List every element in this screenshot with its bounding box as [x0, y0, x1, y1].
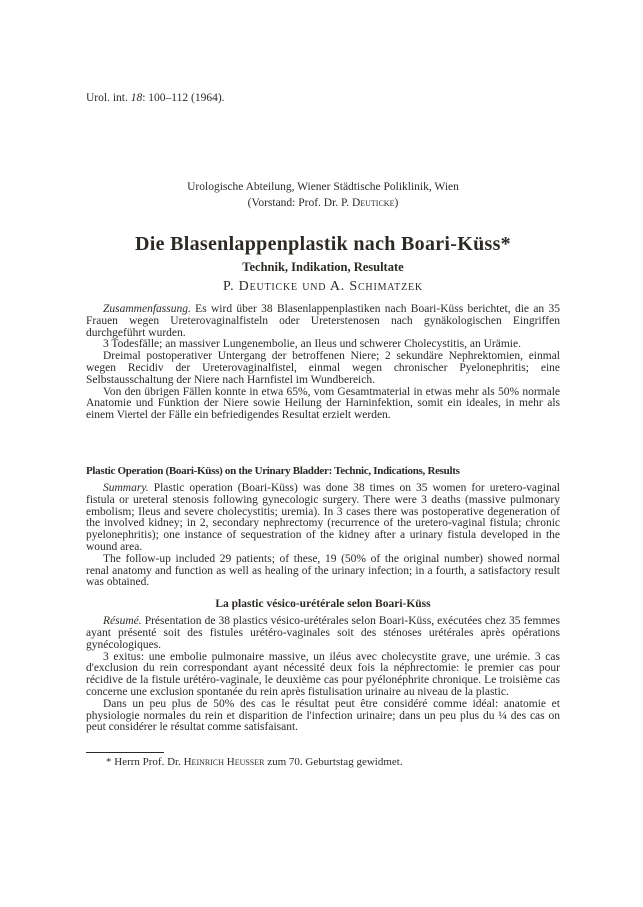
- section-heading-french: La plastic vésico-urétérale selon Boari-Küss: [215, 598, 431, 611]
- section-heading-english: Plastic Operation (Boari-Küss) on the Urinary Bladder: Technic, Indications, Results: [86, 464, 460, 477]
- abstract-french-lead: Résumé.: [103, 615, 142, 628]
- affiliation-director-suffix: ): [394, 196, 399, 209]
- abstract-english-lead: Summary.: [103, 481, 149, 494]
- authors-line: P. Deuticke und A. Schimatzek: [223, 279, 423, 294]
- abstract-german-p1-text: Es wird über 38 Blasenlappenplastiken nach Boari-Küss berichtet, die an 35 Frauen wegen Ureterovaginalfisteln oder Ureterstenosen nach gynäkologischen Eingriffen durchgeführt wurden.: [86, 303, 560, 339]
- abstract-french-paragraph-3: Dans un peu plus de 50% des cas le résultat peut être considéré comme idéal: anatomie et physiologie normales du rein et disparition de l'infection urinaire; dans un peu plus du ¼ des cas on peut considérer le résultat comme satisfaisant.: [86, 697, 560, 734]
- abstract-german-lead: Zusammenfassung.: [103, 303, 191, 315]
- abstract-german-paragraph-3: Dreimal postoperativer Untergang der betroffenen Niere; 2 sekundäre Nephrektomien, einmal wegen Recidiv der Ureterovaginalfistel, einmal wegen chronischer Pyelonephritis; eine Selbstausschaltung der Niere nach Harnfistel im Wundbereich.: [86, 350, 560, 386]
- affiliation-director-name: Deuticke: [351, 196, 395, 209]
- abstract-english-p1-text: Plastic operation (Boari-Küss) was done 38 times on 35 women for uretero-vaginal fistula or ureteral stenosis following gynecologic surgery. There were 3 deaths (massive pulmonary embolism; Ileus and severe cholecystitis; uremia). In 3 cases there was postoperative degeneration of the involved kidney; in 2, secondary nephrectomy (recurrence of the uretero-vaginal fistula; chronic pyelonephritis); one instance of sequestration of the kidney after a urinary fistula developed in the wound area.: [86, 481, 560, 553]
- affiliation-director: [86, 196, 560, 212]
- journal-ref-prefix: Urol. int.: [86, 92, 131, 104]
- abstract-german-paragraph-2: 3 Todesfälle; an massiver Lungenembolie, an Ileus und schwerer Cholecystitis, an Urämie.: [103, 338, 521, 351]
- footnote-suffix: zum 70. Geburtstag gewidmet.: [264, 756, 403, 769]
- journal-volume-number: 18: [130, 92, 143, 104]
- article-title: Die Blasenlappenplastik nach Boari-Küss*: [135, 233, 511, 255]
- abstract-french-paragraph-2: 3 exitus: une embolie pulmonaire massive, un iléus avec cholecystite grave, une urémie. 3 cas d'exclusion du rein correspondant ayant nécessité deux fois la néphrectomie: le premier cas pour récidive de la fistule urétéro-vaginale, le deuxième cas pour pyélonéphrite chronique. Le troisième cas concerne une exclusion spontanée du rein après fistulisation urinaire au niveau de la plastic.: [86, 650, 560, 698]
- footnote-block: [86, 752, 560, 769]
- footnote-dedicatee-name: Heinrich Heusser: [183, 756, 265, 769]
- abstract-french-p1-text: Présentation de 38 plastics vésico-urétérales selon Boari-Küss, exécutées chez 35 femmes ayant présenté soit des fistules urétéro-vaginales soit des sténoses urétérales après opérations gynécologiques.: [86, 615, 560, 651]
- journal-ref-pages: : 100–112 (1964).: [142, 92, 225, 104]
- abstract-french: [86, 616, 560, 734]
- abstract-english-paragraph-2: The follow-up included 29 patients; of these, 19 (50% of the original number) showed normal renal anatomy and function as well as healing of the urinary infection; in a fourth, a satisfactory result was obtained.: [86, 552, 560, 589]
- abstract-english-paragraph-1: [86, 483, 560, 554]
- footnote-separator-rule: [86, 752, 164, 753]
- footnote-dedication: [86, 755, 560, 769]
- abstract-german-paragraph-4: Von den übrigen Fällen konnte in etwa 65%, vom Gesamtmaterial in etwas mehr als 50% normale Anatomie und Funktion der Niere sowie Heilung der Harninfektion, somit ein ideales, in mehr als einem Viertel der Fälle ein befriedigendes Resultat erzielt werden.: [86, 385, 560, 422]
- journal-reference: [86, 92, 560, 105]
- footnote-prefix: * Herrn Prof. Dr.: [106, 756, 184, 769]
- abstract-german: [86, 304, 560, 422]
- abstract-french-paragraph-1: [86, 616, 560, 651]
- affiliation-institution: Urologische Abteilung, Wiener Städtische Poliklinik, Wien: [187, 181, 459, 193]
- affiliation-block: [86, 180, 560, 211]
- article-subtitle: Technik, Indikation, Resultate: [242, 260, 404, 274]
- abstract-english: [86, 483, 560, 589]
- affiliation-director-prefix: (Vorstand: Prof. Dr. P.: [247, 196, 352, 209]
- abstract-german-paragraph-1: [86, 304, 560, 339]
